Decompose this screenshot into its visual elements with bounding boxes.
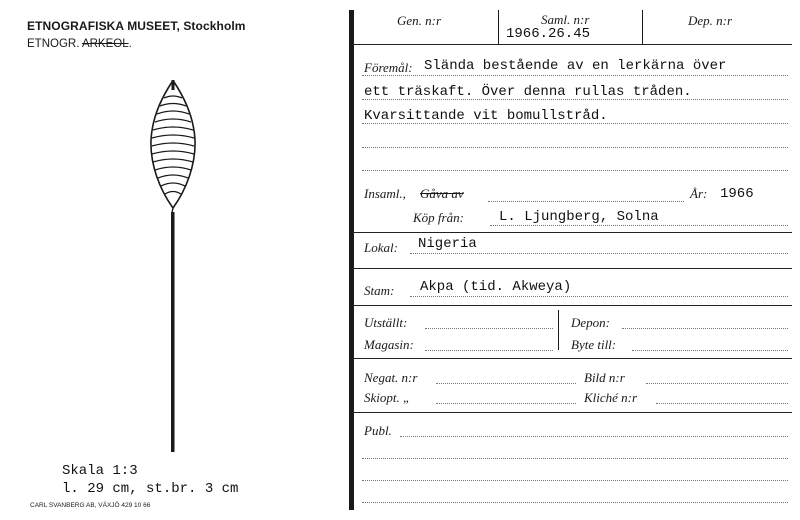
museum-name: ETNOGRAFISKA MUSEET, Stockholm (27, 19, 246, 33)
gen-number-label: Gen. n:r (397, 13, 442, 28)
dotted-line (632, 350, 788, 351)
dotted-line (622, 328, 788, 329)
dotted-line (362, 480, 788, 481)
magasin-label: Magasin: (364, 337, 414, 352)
insaml-label: Insaml., (364, 186, 406, 201)
bild-label: Bild n:r (584, 370, 625, 385)
lokal-value: Nigeria (418, 236, 477, 252)
saml-number-value: 1966.26.45 (506, 26, 591, 42)
dotted-line (646, 383, 788, 384)
publ-label: Publ. (364, 423, 392, 438)
dep-number-label: Dep. n:r (688, 13, 733, 28)
dotted-line (362, 458, 788, 459)
depon-label: Depon: (571, 315, 610, 330)
row-rule (352, 358, 792, 359)
saml-number-label: Saml. n:r (541, 12, 590, 27)
lokal-label: Lokal: (364, 240, 398, 255)
dept-suffix: . (128, 38, 132, 50)
byte-till-label: Byte till: (571, 337, 617, 352)
header-divider (498, 10, 499, 44)
dotted-line (410, 253, 788, 254)
drawing-scale: Skala 1:3 (62, 463, 138, 479)
dotted-line (436, 383, 576, 384)
stam-value: Akpa (tid. Akweya) (420, 279, 572, 295)
printer-imprint: CARL SVANBERG AB, VÄXJÖ 429 10 66 (30, 502, 151, 509)
object-line-2: ett träskaft. Över denna rullas tråden. (364, 84, 692, 100)
year-value: 1966 (720, 186, 754, 202)
dotted-line (425, 350, 553, 351)
skiopt-label: Skiopt. „ (364, 390, 411, 405)
storage-divider (558, 310, 559, 350)
row-rule (352, 232, 792, 233)
dotted-line (656, 403, 788, 404)
row-rule (352, 268, 792, 269)
dotted-line (410, 296, 788, 297)
year-label: År: (690, 186, 708, 201)
dotted-line (362, 99, 788, 100)
dotted-line (425, 328, 553, 329)
drawing-dimensions: l. 29 cm, st.br. 3 cm (62, 481, 239, 497)
spindle-drawing (140, 80, 210, 460)
object-line-1: Slända bestående av en lerkärna över (424, 58, 727, 74)
spindle-shaft (171, 212, 175, 452)
dotted-line (362, 147, 788, 148)
insaml-struck: Gåva av (420, 186, 464, 201)
header-divider (642, 10, 643, 44)
row-rule (352, 305, 792, 306)
dotted-line (488, 201, 684, 202)
dotted-line (362, 123, 788, 124)
utstallt-label: Utställt: (364, 315, 408, 330)
department-line (27, 38, 132, 50)
dept-struck: ARKEOL (81, 38, 129, 50)
dept-prefix: ETNOGR. (27, 38, 80, 50)
row-rule (352, 44, 792, 45)
object-label: Föremål: (364, 60, 413, 75)
dotted-line (362, 502, 788, 503)
dotted-line (362, 170, 788, 171)
dotted-line (436, 403, 576, 404)
object-line-3: Kvarsittande vit bomullstråd. (364, 108, 608, 124)
kop-value: L. Ljungberg, Solna (499, 209, 659, 225)
dotted-line (400, 436, 788, 437)
negat-label: Negat. n:r (364, 370, 418, 385)
kliche-label: Kliché n:r (584, 390, 638, 405)
dotted-line (362, 75, 788, 76)
stam-label: Stam: (364, 283, 395, 298)
card-margin-rule (349, 10, 354, 510)
dotted-line (490, 225, 788, 226)
kop-label: Köp från: (413, 210, 464, 225)
row-rule (352, 412, 792, 413)
